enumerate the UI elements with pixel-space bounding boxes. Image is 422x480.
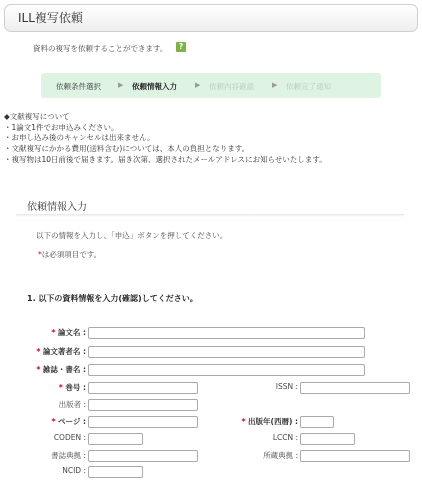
shoshi-input[interactable] <box>88 450 198 462</box>
shozo-label: 所蔵典拠 : <box>263 451 298 460</box>
page-label: * ページ : <box>51 417 86 426</box>
page-title: ILL複写依頼 <box>18 11 83 25</box>
publisher-label: 出版者 : <box>58 400 86 409</box>
kan-label: * 巻号 : <box>58 383 86 392</box>
step-select-conditions: 依頼条件選択 <box>56 82 101 91</box>
kan-input[interactable] <box>88 382 198 394</box>
year-input[interactable] <box>300 416 334 428</box>
year-label: * 出版年(西暦) : <box>241 417 298 426</box>
note-item: ・文献複写にかかる費用(送料含む)については、本人の負担となります。 <box>4 144 250 154</box>
coden-input[interactable] <box>88 433 143 445</box>
issn-input[interactable] <box>300 382 410 394</box>
ronbun-input[interactable] <box>88 327 365 339</box>
required-star-icon: * <box>38 250 42 259</box>
ncid-input[interactable] <box>88 466 143 478</box>
publisher-input[interactable] <box>88 399 198 411</box>
step-arrow-icon: ▶ <box>118 81 124 89</box>
lccn-input[interactable] <box>300 433 355 445</box>
shoshi-label: 書誌典拠 : <box>51 451 86 460</box>
help-icon[interactable]: ? <box>176 42 186 52</box>
required-star-icon: * <box>36 365 41 374</box>
required-star-icon: * <box>36 347 41 356</box>
coden-label: CODEN : <box>53 433 86 442</box>
intro-text: 資料の複写を依頼することができます。 <box>33 44 168 53</box>
chosha-label: * 論文著者名 : <box>36 347 86 356</box>
form-heading: 1. 以下の資料情報を入力(確認)してください。 <box>27 294 198 303</box>
section-divider <box>16 214 404 217</box>
page-input[interactable] <box>88 416 198 428</box>
issn-label: ISSN : <box>275 382 298 391</box>
step-complete: 依頼完了通知 <box>286 82 331 91</box>
required-note-text: は必須項目です。 <box>41 250 102 259</box>
notes-block <box>4 112 327 166</box>
lccn-label: LCCN : <box>272 433 298 442</box>
note-item: ・複写物は10日前後で届きます。届き次第、選択されたメールアドレスにお知らせいたします。 <box>4 154 327 164</box>
section-title: 依頼情報入力 <box>27 202 87 213</box>
step-enter-info: 依頼情報入力 <box>132 82 177 91</box>
note-item: ・お申し込み後のキャンセルは出来ません。 <box>4 133 155 143</box>
ncid-label: NCID : <box>62 466 86 475</box>
instruction-text: 以下の情報を入力し、「申込」ボタンを押してください。 <box>36 231 228 240</box>
zasshi-input[interactable] <box>88 364 365 376</box>
required-note <box>38 249 101 260</box>
step-arrow-icon: ▶ <box>272 81 278 89</box>
zasshi-label: * 雑誌・書名 : <box>36 365 86 374</box>
step-confirm: 依頼内容確認 <box>209 82 254 91</box>
required-star-icon: * <box>241 417 246 426</box>
required-star-icon: * <box>58 383 63 392</box>
notes-heading: ◆文献複写について <box>4 112 70 121</box>
shozo-input[interactable] <box>300 450 410 462</box>
required-star-icon: * <box>51 328 56 337</box>
chosha-input[interactable] <box>88 346 365 358</box>
ronbun-label: * 論文名 : <box>51 328 86 337</box>
note-item: ・1論文1件でお申込みください。 <box>4 122 119 132</box>
step-arrow-icon: ▶ <box>195 81 201 89</box>
required-star-icon: * <box>51 417 56 426</box>
